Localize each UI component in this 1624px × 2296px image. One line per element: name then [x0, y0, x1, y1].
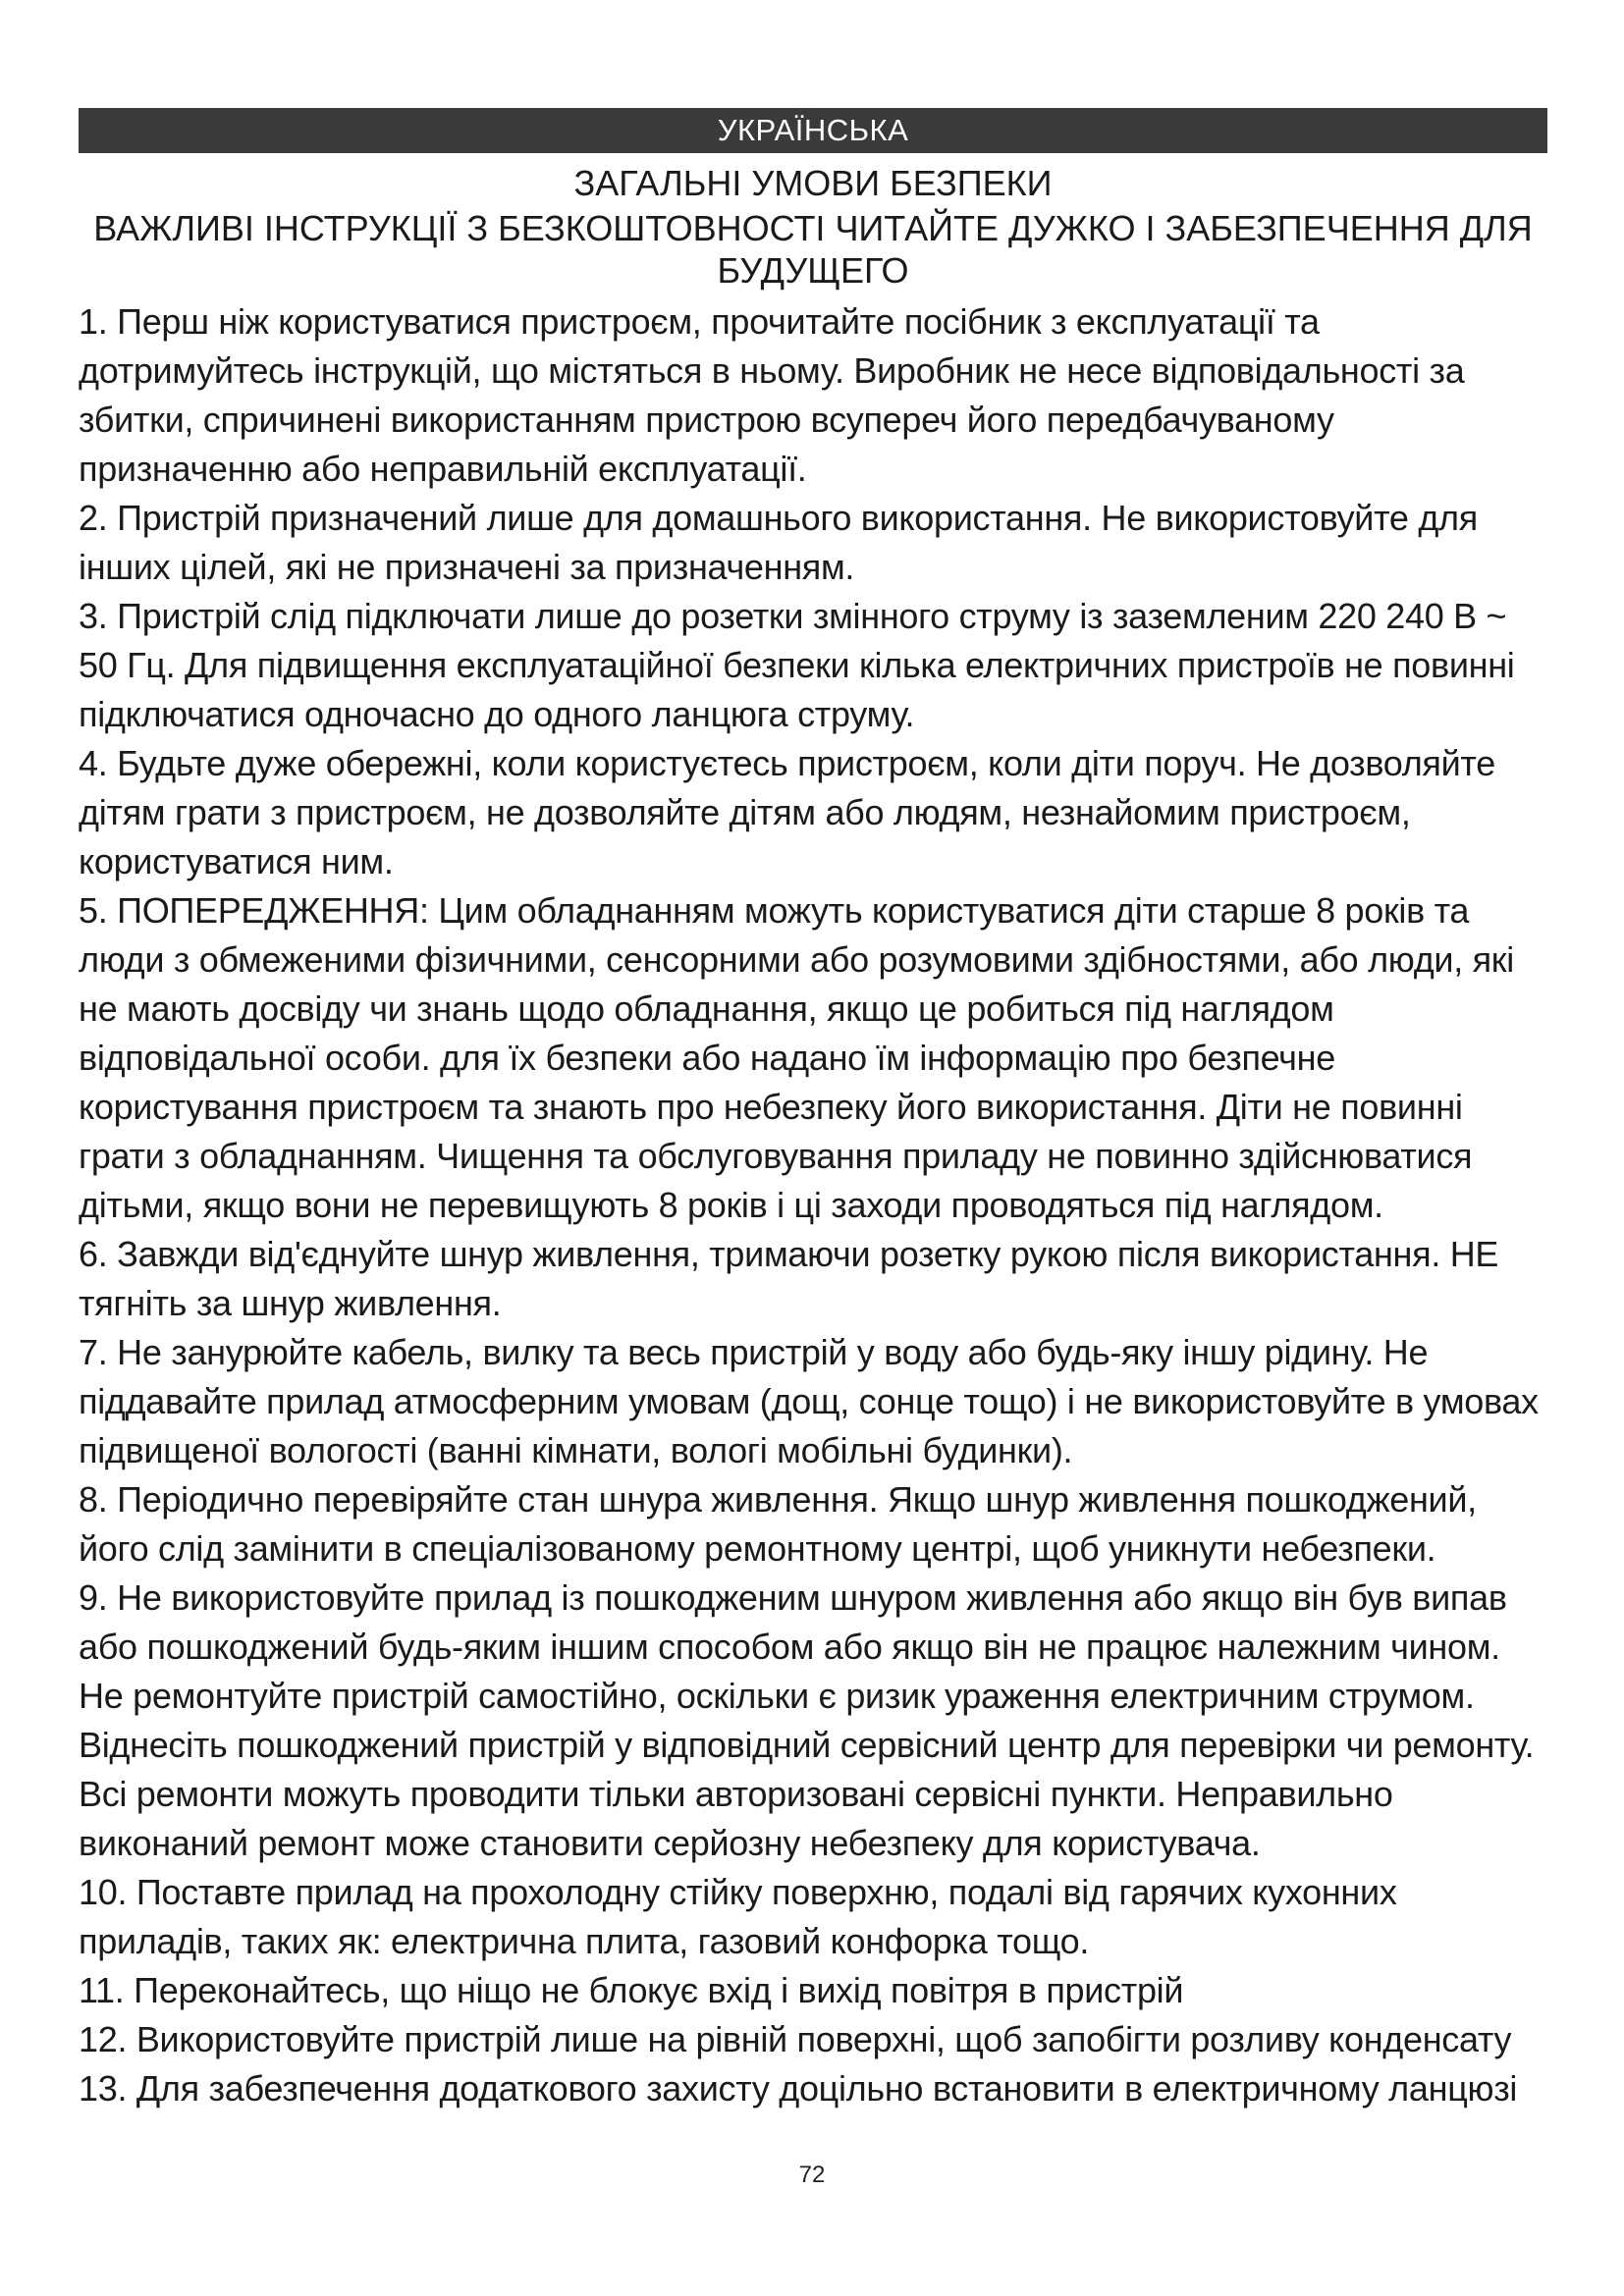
instruction-item-8: 8. Періодично перевіряйте стан шнура живлення. Якщо шнур живлення пошкоджений, його слід замінити в спеціалізованому ремонтному центрі, щоб уникнути небезпеки. — [79, 1479, 1477, 1569]
page-number: 72 — [798, 2162, 826, 2188]
instruction-item-12: 12. Використовуйте пристрій лише на рівній поверхні, щоб запобігти розливу конденсату — [79, 2019, 1512, 2059]
instruction-item-3: 3. Пристрій слід підключати лише до розетки змінного струму із заземленим 220 240 В ~ 50 Гц. Для підвищення експлуатаційної безпеки кілька електричних пристроїв не повинні підключатися одночасно до одного ланцюга струму. — [79, 596, 1515, 734]
instruction-item-1: 1. Перш ніж користуватися пристроєм, прочитайте посібник з експлуатації та дотримуйтесь інструкцій, що містяться в ньому. Виробник не несе відповідальності за збитки, спричинені використанням пристрою всупереч його передбачуваному призначенню або неправильній експлуатації. — [79, 301, 1465, 489]
manual-page — [79, 108, 1547, 2113]
instruction-item-6: 6. Завжди від'єднуйте шнур живлення, тримаючи розетку рукою після використання. НЕ тягніть за шнур живлення. — [79, 1234, 1499, 1323]
language-header-bar: УКРАЇНСЬКА — [79, 108, 1547, 153]
instruction-item-11: 11. Переконайтесь, що ніщо не блокує вхід і вихід повітря в пристрій — [79, 1970, 1184, 2010]
instruction-item-10: 10. Поставте прилад на прохолодну стійку поверхню, подалі від гарячих кухонних приладів, таких як: електрична плита, газовий конфорка тощо. — [79, 1872, 1397, 1961]
instruction-item-13: 13. Для забезпечення додаткового захисту доцільно встановити в електричному ланцюзі — [79, 2068, 1518, 2109]
section-subtitle: ВАЖЛИВІ ІНСТРУКЦІЇ З БЕЗКОШТОВНОСТІ ЧИТАЙТЕ ДУЖКО І ЗАБЕЗПЕЧЕННЯ ДЛЯ БУДУЩЕГО — [93, 208, 1533, 291]
section-title: ЗАГАЛЬНІ УМОВИ БЕЗПЕКИ — [573, 163, 1053, 203]
instruction-item-7: 7. Не занурюйте кабель, вилку та весь пристрій у воду або будь-яку іншу рідину. Не піддавайте прилад атмосферним умовам (дощ, сонце тощо) і не використовуйте в умовах підвищеної вологості (ванні кімнати, вологі мобільні будинки). — [79, 1332, 1539, 1470]
instruction-item-5: 5. ПОПЕРЕДЖЕННЯ: Цим обладнанням можуть користуватися діти старше 8 років та люди з обмеженими фізичними, сенсорними або розумовими здібностями, або люди, які не мають досвіду чи знань щодо обладнання, якщо це робиться під наглядом відповідальної особи. для їх безпеки або надано їм інформацію про безпечне користування пристроєм та знають про небезпеку його використання. Діти не повинні грати з обладнанням. Чищення та обслуговування приладу не повинно здійснюватися дітьми, якщо вони не перевищують 8 років і ці заходи проводяться під наглядом. — [79, 890, 1514, 1225]
instruction-item-4: 4. Будьте дуже обережні, коли користуєтесь пристроєм, коли діти поруч. Не дозволяйте дітям грати з пристроєм, не дозволяйте дітям або людям, незнайомим пристроєм, користуватися ним. — [79, 743, 1495, 881]
instruction-item-9: 9. Не використовуйте прилад із пошкодженим шнуром живлення або якщо він був випав або пошкоджений будь-яким іншим способом або якщо він не працює належним чином. Не ремонтуйте пристрій самостійно, оскільки є ризик ураження електричним струмом. Віднесіть пошкоджений пристрій у відповідний сервісний центр для перевірки чи ремонту. Всі ремонти можуть проводити тільки авторизовані сервісні пункти. Неправильно виконаний ремонт може становити серйозну небезпеку для користувача. — [79, 1577, 1535, 1863]
instruction-item-2: 2. Пристрій призначений лише для домашнього використання. Не використовуйте для інших цілей, які не призначені за призначенням. — [79, 498, 1478, 587]
safety-instructions-list — [79, 297, 1547, 2113]
